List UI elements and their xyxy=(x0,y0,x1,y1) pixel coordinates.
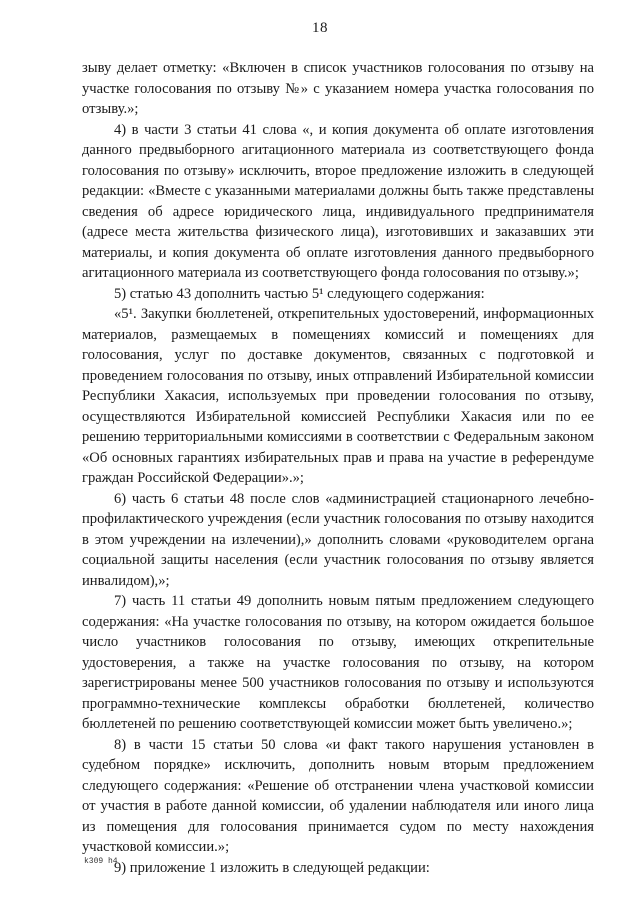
page-number: 18 xyxy=(312,20,328,36)
paragraph-quote-5-1: «5¹. Закупки бюллетеней, открепительных удостоверений, информационных материалов, размещаемых в помещениях комиссий и помещениях для голосования, услуг по доставке документов, связанных с подготовкой и проведением голосования по отзыву, иных отправлений Избирательной комиссии Республики Хакасия, используемых при проведении голосования по отзыву, осуществляются Избирательной комиссией Республики Хакасия или по ее решению территориальными комиссиями в соответствии с Федеральным законом «Об основных гарантиях избирательных прав и права на участие в референдуме граждан Российской Федерации».»; xyxy=(82,306,594,486)
paragraph-item-5: 5) статью 43 дополнить частью 5¹ следующего содержания: xyxy=(114,285,485,302)
paragraph-item-8: 8) в части 15 статьи 50 слова «и факт такого нарушения установлен в судебном порядке» исключить, дополнить новым вторым предложением следующего содержания: «Решение об отстранении члена участковой комиссии от участия в работе данной комиссии, об удалении наблюдателя или иного лица из помещения для голосования принимается судом по месту нахождения участковой комиссии.»; xyxy=(82,736,594,855)
paragraph-item-9: 9) приложение 1 изложить в следующей редакции: xyxy=(114,859,430,876)
paragraph-item-6: 6) часть 6 статьи 48 после слов «администрацией стационарного лечебно-профилактического учреждения (если участник голосования по отзыву находится в этом учреждении на излечении),» дополнить словами «руководителем органа социальной защиты населения (если участник голосования по отзыву является инвалидом),»; xyxy=(82,490,594,589)
paragraph-item-4: 4) в части 3 статьи 41 слова «, и копия документа об оплате изготовления данного предвыборного агитационного материала из соответствующего фонда голосования по отзыву» исключить, второе предложение изложить в следующей редакции: «Вместе с указанными материалами должны быть также представлены сведения об адресе юридического лица, индивидуального предпринимателя (адресе места жительства физического лица), изготовивших и заказавших эти материалы, и копия документа об оплате изготовления данного предвыборного агитационного материала из соответствующего фонда голосования по отзыву.»; xyxy=(82,121,594,281)
paragraph-continuation: зыву делает отметку: «Включен в список участников голосования по отзыву на участке голосования по отзыву №» с указанием номера участка голосования по отзыву.»; xyxy=(82,60,594,117)
document-code: k309 h4 xyxy=(84,857,118,866)
document-body xyxy=(82,58,594,878)
paragraph-item-7: 7) часть 11 статьи 49 дополнить новым пятым предложением следующего содержания: «На участке голосования по отзыву, на котором ожидается большое число участников голосования по отзыву, имеющих открепительные удостоверения, а также на участке голосования по отзыву, на котором зарегистрированы менее 500 участников голосования по отзыву и используются программно-технические комплексы обработки бюллетеней, количество бюллетеней по решению соответствующей комиссии может быть увеличено.»; xyxy=(82,593,594,732)
